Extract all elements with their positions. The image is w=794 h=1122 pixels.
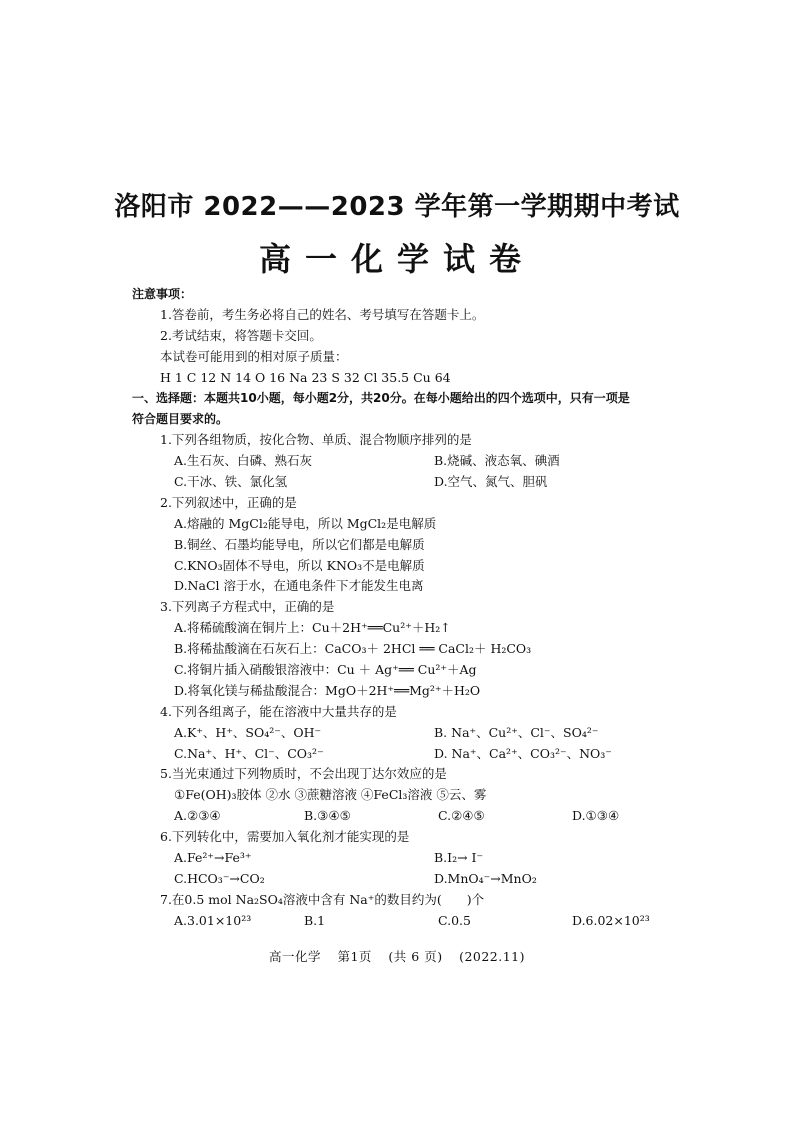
question-stem: 6.下列转化中，需要加入氧化剂才能实现的是 (160, 829, 410, 845)
option-d: D.MnO₄⁻→MnO₂ (434, 870, 537, 886)
option-c: C.干冰、铁、氯化氢 (174, 474, 288, 490)
option-d: D.6.02×10²³ (572, 912, 650, 928)
footer-page: 第1页 (337, 949, 372, 964)
page-footer (0, 947, 794, 965)
question-substances: ①Fe(OH)₃胶体 ②水 ③蔗糖溶液 ④FeCl₃溶液 ⑤云、雾 (174, 787, 487, 803)
option-c: C.Na⁺、H⁺、Cl⁻、CO₃²⁻ (174, 745, 324, 761)
option-a: A.3.01×10²³ (174, 912, 252, 928)
atomic-masses: H 1 C 12 N 14 O 16 Na 23 S 32 Cl 35.5 Cu 64 (160, 369, 451, 385)
notice-item: 2.考试结束，将答题卡交回。 (160, 327, 322, 343)
option-d: D.将氧化镁与稀盐酸混合：MgO＋2H⁺══Mg²⁺＋H₂O (174, 682, 481, 698)
option-a: A.Fe²⁺→Fe³⁺ (174, 850, 252, 866)
option-b: B.铜丝、石墨均能导电，所以它们都是电解质 (174, 536, 425, 552)
notice-item: 1.答卷前，考生务必将自己的姓名、考号填写在答题卡上。 (160, 306, 485, 322)
question-stem: 4.下列各组离子，能在溶液中大量共存的是 (160, 703, 397, 719)
question-stem: 5.当光束通过下列物质时，不会出现丁达尔效应的是 (160, 766, 447, 782)
option-a: A.将稀硫酸滴在铜片上：Cu＋2H⁺══Cu²⁺＋H₂↑ (174, 620, 451, 636)
footer-subject: 高一化学 (268, 949, 321, 964)
option-a: A.K⁺、H⁺、SO₄²⁻、OH⁻ (174, 724, 322, 740)
footer-total: (共 6 页) (388, 949, 443, 964)
option-d: D.空气、氮气、胆矾 (434, 474, 548, 490)
exam-subtitle: 高一化学试卷 (258, 240, 535, 278)
exam-body (132, 284, 672, 932)
question-stem: 2.下列叙述中，正确的是 (160, 494, 297, 510)
question-stem: 1.下列各组物质，按化合物、单质、混合物顺序排列的是 (160, 432, 472, 448)
notice-item: 本试卷可能用到的相对原子质量： (160, 348, 348, 364)
question-stem: 3.下列离子方程式中，正确的是 (160, 599, 335, 615)
option-c: C.KNO₃固体不导电，所以 KNO₃不是电解质 (174, 557, 425, 573)
option-d: D.①③④ (572, 808, 620, 824)
option-c: C.0.5 (438, 912, 471, 928)
option-b: B.将稀盐酸滴在石灰石上：CaCO₃＋ 2HCl ══ CaCl₂＋ H₂CO₃ (174, 641, 532, 657)
option-c: C.将铜片插入硝酸银溶液中：Cu ＋ Ag⁺══ Cu²⁺＋Ag (174, 662, 477, 678)
question-stem: 7.在0.5 mol Na₂SO₄溶液中含有 Na⁺的数目约为( )个 (160, 891, 485, 907)
exam-title: 洛阳市 2022——2023 学年第一学期期中考试 (114, 192, 680, 222)
option-a: A.熔融的 MgCl₂能导电，所以 MgCl₂是电解质 (174, 515, 437, 531)
option-b: B.烧碱、液态氧、碘酒 (434, 453, 560, 469)
option-a: A.生石灰、白磷、熟石灰 (174, 453, 313, 469)
option-b: B.③④⑤ (304, 808, 351, 824)
option-a: A.②③④ (174, 808, 221, 824)
option-c: C.②④⑤ (438, 808, 485, 824)
footer-date: (2022.11) (459, 949, 526, 964)
option-c: C.HCO₃⁻→CO₂ (174, 870, 265, 886)
option-d: D. Na⁺、Ca²⁺、CO₃²⁻、NO₃⁻ (434, 745, 612, 761)
section-heading-cont: 符合题目要求的。 (132, 412, 229, 427)
option-d: D.NaCl 溶于水，在通电条件下才能发生电离 (174, 578, 424, 594)
option-b: B.1 (304, 912, 326, 928)
notice-heading: 注意事项： (132, 287, 193, 301)
option-b: B. Na⁺、Cu²⁺、Cl⁻、SO₄²⁻ (434, 724, 599, 740)
option-b: B.I₂→ I⁻ (434, 850, 484, 866)
section-heading: 一、选择题：本题共10小题，每小题2分，共20分。在每小题给出的四个选项中，只有一项是 (132, 391, 630, 406)
